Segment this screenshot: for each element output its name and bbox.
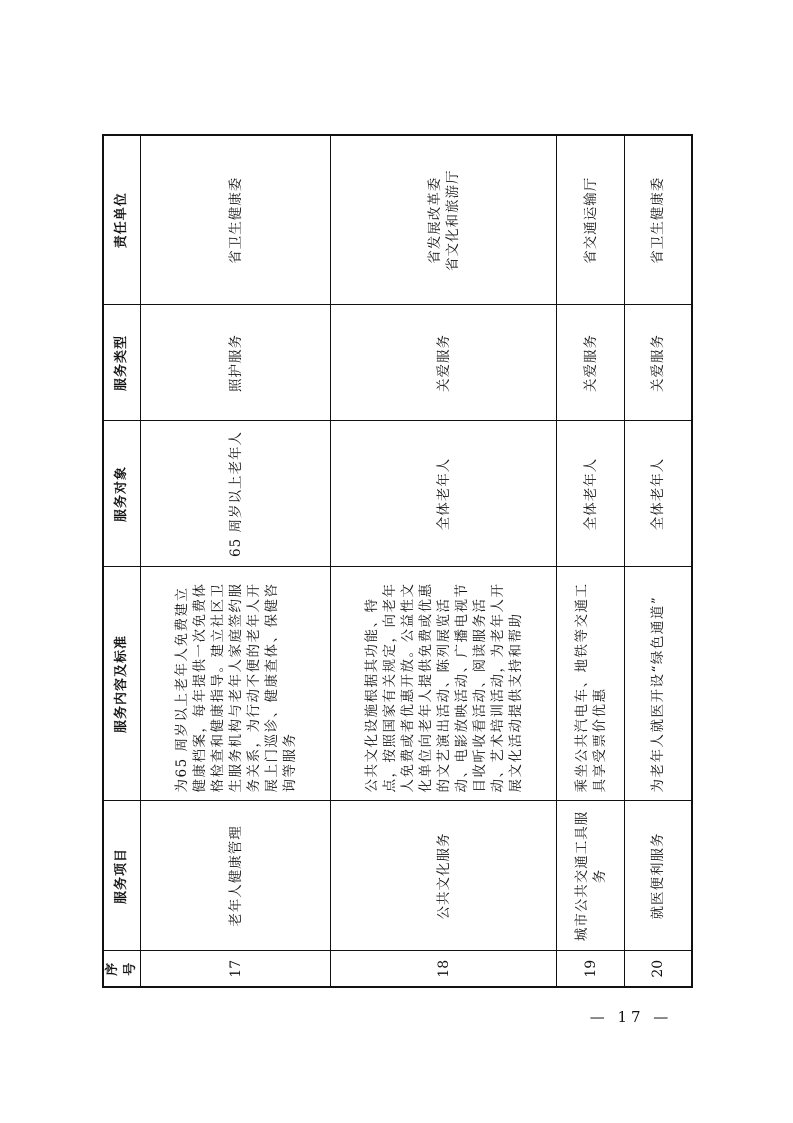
- table-header-row: [103, 135, 141, 987]
- table-row: [141, 135, 331, 987]
- table-row: [331, 135, 557, 987]
- page-number: — 17 —: [589, 1008, 673, 1026]
- row-item: 老年人健康管理: [141, 801, 331, 951]
- row-type: 照护服务: [141, 305, 331, 421]
- header-target: 服务对象: [103, 421, 141, 567]
- header-content: 服务内容及标准: [103, 567, 141, 801]
- row-item: 就医便利服务: [625, 801, 692, 951]
- header-item: 服务项目: [103, 801, 141, 951]
- row-target: 全体老年人: [557, 421, 625, 567]
- row-unit: [331, 135, 557, 305]
- row-unit-line: 省发展改革委: [426, 176, 443, 264]
- row-unit-line: 省文化和旅游厅: [444, 169, 461, 271]
- row-unit: [557, 135, 625, 305]
- row-item: 城市公共交通工具服务: [557, 801, 625, 951]
- row-content: 为老年人就医开设“绿色通道”: [625, 567, 692, 801]
- row-unit-line: 省卫生健康委: [227, 176, 244, 264]
- row-item: 公共文化服务: [331, 801, 557, 951]
- row-content: 为65 周岁以上老年人免费建立健康档案，每年提供一次免费体格检查和健康指导。建立社区卫生服务机构与老年人家庭签约服务关系，为行动不便的老年人开展上门巡诊、健康查体、保健咨询等服务: [141, 567, 331, 801]
- row-unit: [625, 135, 692, 305]
- header-unit: 责任单位: [103, 135, 141, 305]
- row-target: 全体老年人: [625, 421, 692, 567]
- row-type: 关爱服务: [331, 305, 557, 421]
- table-row: [557, 135, 625, 987]
- row-content: 乘坐公共汽电车、地铁等交通工具享受票价优惠: [557, 567, 625, 801]
- row-seq: 17: [141, 951, 331, 987]
- row-seq: 18: [331, 951, 557, 987]
- row-content: 公共文化设施根据其功能、特点，按照国家有关规定，向老年人免费或者优惠开放。公益性文化单位向老年人提供免费或优惠的文艺演出活动、陈列展览活动、电影放映活动、广播电视节目收听收看活动、阅读服务活动、艺术培训活动，为老年人开展文化活动提供支持和帮助: [331, 567, 557, 801]
- rotated-table-container: [102, 136, 691, 988]
- row-type: 关爱服务: [557, 305, 625, 421]
- row-unit-line: 省卫生健康委: [649, 176, 666, 264]
- row-unit: [141, 135, 331, 305]
- row-type: 关爱服务: [625, 305, 692, 421]
- service-table: [102, 134, 693, 988]
- row-target: 65 周岁以上老年人: [141, 421, 331, 567]
- header-type: 服务类型: [103, 305, 141, 421]
- row-target: 全体老年人: [331, 421, 557, 567]
- header-seq: 序号: [103, 951, 141, 987]
- row-seq: 20: [625, 951, 692, 987]
- table-row: [625, 135, 692, 987]
- row-unit-line: 省交通运输厅: [582, 176, 599, 264]
- row-seq: 19: [557, 951, 625, 987]
